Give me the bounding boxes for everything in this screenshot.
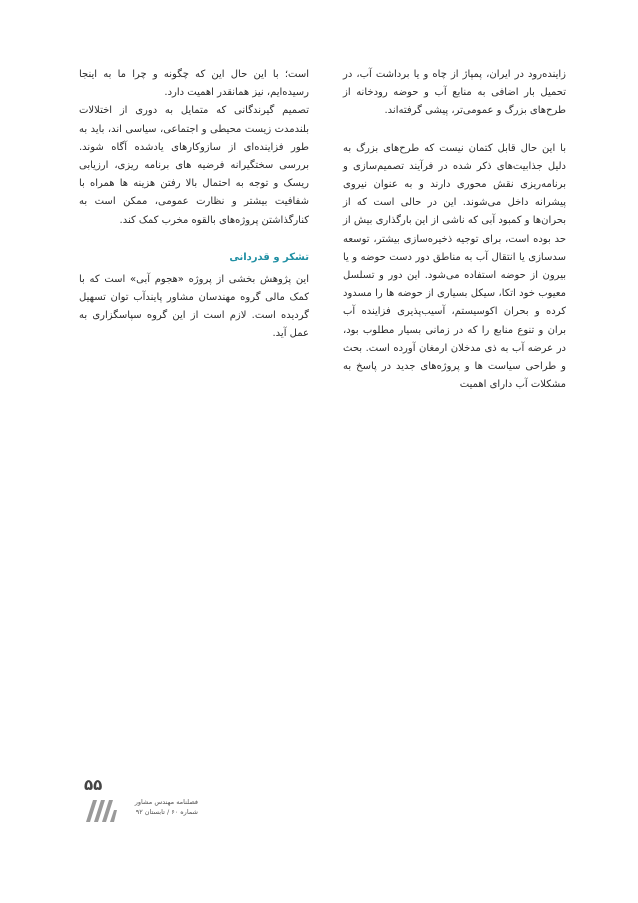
publication-info: [120, 797, 198, 817]
paragraph: تصمیم گیرندگانی که متمایل به دوری از اختلالات بلندمدت زیست محیطی و اجتماعی، سیاسی اند، باید به طور فزاینده‌ای از سازوکارهای یادشده آگاه شوند. بررسی سختگیرانه فرضیه های برنامه ریزی، ارزیابی ریسک و توجه به احتمال بالا رفتن هزینه ها همراه با شفافیت بیشتر و نظارت عمومی، ممکن است به کنارگذاشتن پروژه‌های بالقوه مخرب کمک کند.: [79, 105, 309, 226]
paragraph: با این حال قابل کتمان نیست که طرح‌های بزرگ به دلیل جذابیت‌های ذکر شده در فرآیند تصمیم‌سازی و برنامه‌ریزی نقش محوری دارند و به عنوان نیروی پیشرانه داخل می‌شوند. این در حالی است که از بحران‌ها و کمبود آبی که ناشی از این بارگذاری بیش از حد بوده است، برای توجیه ذخیره‌سازی بیشتر، توسعه سدسازی یا انتقال آب به مناطق دور دست حوضه و یا بیرون از حوضه استفاده می‌شود. این دور و تسلسل معیوب خود اتکا، سیکل بسیاری از حوضه ها را مسدود کرده و بحران اکوسیستم، آسیب‌پذیری فزاینده آب بران و تنوع منابع را که در زمانی بسیار مطلوب بود، در عرضه آب به ذی مدخلان ارمغان آورده است. بحث و طراحی سیاست ها و پروژه‌های جدید در پاسخ به مشکلات آب دارای اهمیت: [343, 142, 566, 391]
paragraph: است؛ با این حال این که چگونه و چرا ما به اینجا رسیده‌ایم، نیز همانقدر اهمیت دارد.: [79, 69, 309, 99]
paragraph-gap: [79, 230, 309, 249]
paragraph: زاینده‌رود در ایران، پمپاژ از چاه و یا برداشت آب، در تحمیل بار اضافی به منابع آب و حوضه رودخانه از طرح‌های بزرگ و عمومی‌تر، پیشی گرفته‌اند.: [343, 69, 566, 117]
acknowledgement-heading: تشکر و قدردانی: [229, 251, 309, 263]
issue-info: شماره ۶۰ / تابستان ۹۲: [135, 808, 198, 816]
left-text-column: [79, 66, 309, 344]
publication-title: فصلنامه مهندس مشاور: [134, 798, 198, 806]
right-text-column: [343, 66, 566, 394]
paragraph: این پژوهش بخشی از پروژه «هجوم آبی» است که با کمک مالی گروه مهندسان مشاور پایندآب توان تسهیل گردیده است. لازم است از این گروه سپاسگزاری به عمل آید.: [79, 273, 309, 340]
consulting-engineers-logo-icon: [84, 796, 118, 824]
page-footer: [84, 776, 198, 826]
paragraph-gap: [343, 121, 566, 140]
page-number: ۵۵: [84, 776, 103, 794]
